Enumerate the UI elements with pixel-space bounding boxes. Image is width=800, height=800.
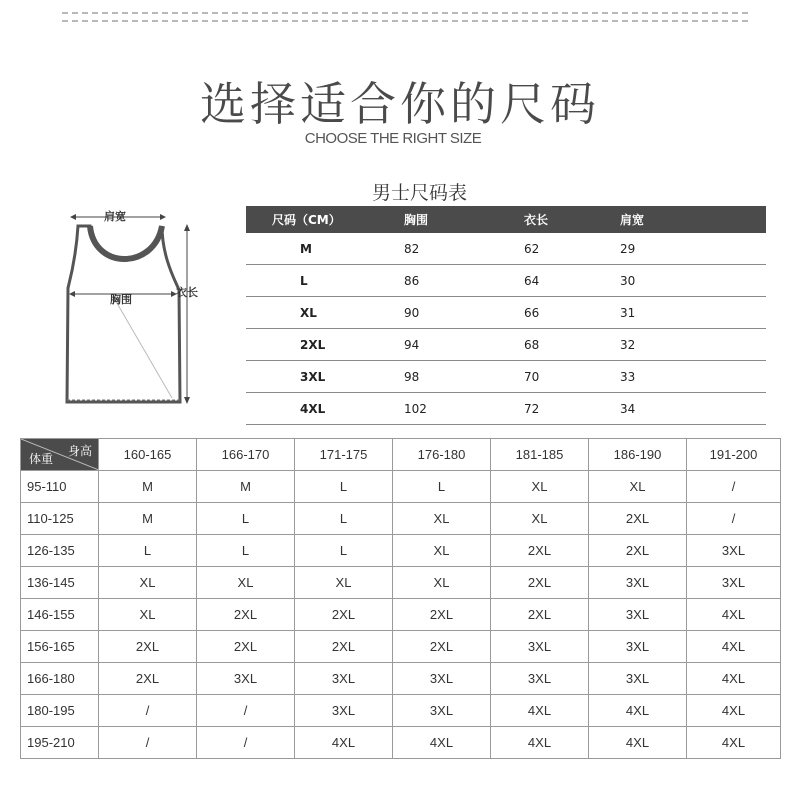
length-cell: 72 — [524, 401, 540, 416]
table-row — [246, 297, 766, 329]
size-cell: 3XL — [589, 567, 687, 599]
size-cell: XL — [295, 567, 393, 599]
tank-top-diagram — [52, 198, 212, 414]
table-row — [246, 393, 766, 425]
table-row — [21, 503, 781, 535]
size-cell: 2XL — [99, 663, 197, 695]
table-row — [21, 631, 781, 663]
size-cell: 2XL — [99, 631, 197, 663]
length-cell: 68 — [524, 337, 540, 352]
length-cell: 62 — [524, 241, 540, 256]
shoulder-cell: 34 — [620, 401, 636, 416]
chest-cell: 86 — [404, 273, 420, 288]
size-cell: 3XL — [393, 663, 491, 695]
size-cell: 4XL — [589, 727, 687, 759]
size-cell: 2XL — [491, 535, 589, 567]
length-cell: 70 — [524, 369, 540, 384]
size-cell: 4XL — [687, 631, 781, 663]
size-cell: XL — [300, 305, 317, 320]
shoulder-cell: 31 — [620, 305, 636, 320]
size-table — [246, 206, 766, 425]
size-cell: 2XL — [589, 503, 687, 535]
size-cell: 3XL — [589, 663, 687, 695]
size-cell: 3XL — [393, 695, 491, 727]
size-cell: / — [687, 471, 781, 503]
table-row — [21, 695, 781, 727]
size-cell: 2XL — [295, 631, 393, 663]
header-shoulder: 肩宽 — [620, 213, 645, 227]
size-cell: L — [295, 535, 393, 567]
size-cell: XL — [99, 599, 197, 631]
size-cell: 4XL — [300, 401, 326, 416]
weight-range-cell: 156-165 — [21, 631, 99, 663]
table-row — [246, 265, 766, 297]
height-range-header: 191-200 — [687, 439, 781, 471]
size-table-title: 男士尺码表 — [372, 182, 468, 204]
chest-cell: 82 — [404, 241, 420, 256]
shoulder-width-label: 肩宽 — [104, 210, 126, 223]
shoulder-cell: 29 — [620, 241, 636, 256]
size-cell: 2XL — [491, 599, 589, 631]
length-cell: 64 — [524, 273, 540, 288]
weight-range-cell: 126-135 — [21, 535, 99, 567]
size-cell: 3XL — [491, 663, 589, 695]
tank-top-icon — [52, 198, 212, 410]
chest-cell: 98 — [404, 369, 420, 384]
size-cell: M — [99, 471, 197, 503]
size-cell: XL — [491, 503, 589, 535]
size-cell: M — [99, 503, 197, 535]
header-size: 尺码（CM） — [272, 213, 341, 227]
size-cell: 3XL — [295, 663, 393, 695]
size-cell: 4XL — [393, 727, 491, 759]
size-cell: 2XL — [197, 599, 295, 631]
shoulder-cell: 30 — [620, 273, 636, 288]
height-range-header: 171-175 — [295, 439, 393, 471]
size-cell: 2XL — [393, 599, 491, 631]
size-cell: 2XL — [393, 631, 491, 663]
fit-table-header-row — [21, 439, 781, 471]
size-cell: 4XL — [295, 727, 393, 759]
size-cell: M — [300, 241, 312, 256]
size-cell: XL — [393, 535, 491, 567]
size-cell: XL — [99, 567, 197, 599]
height-range-header: 176-180 — [393, 439, 491, 471]
size-cell: 3XL — [197, 663, 295, 695]
size-cell: 2XL — [491, 567, 589, 599]
chest-label: 胸围 — [110, 293, 132, 306]
table-row — [21, 663, 781, 695]
table-row — [21, 471, 781, 503]
weight-range-cell: 166-180 — [21, 663, 99, 695]
table-row — [21, 567, 781, 599]
size-cell: 4XL — [589, 695, 687, 727]
size-cell: 4XL — [687, 727, 781, 759]
header-length: 衣长 — [524, 213, 549, 227]
top-dashed-divider-2 — [62, 20, 748, 22]
table-row — [21, 535, 781, 567]
size-table-header — [246, 206, 766, 233]
weight-range-cell: 110-125 — [21, 503, 99, 535]
size-cell: / — [99, 727, 197, 759]
size-cell: XL — [393, 503, 491, 535]
size-cell: 4XL — [491, 727, 589, 759]
table-row — [21, 599, 781, 631]
weight-range-cell: 180-195 — [21, 695, 99, 727]
fit-table-corner — [21, 439, 99, 471]
page-subtitle: CHOOSE THE RIGHT SIZE — [304, 130, 482, 147]
length-label: 衣长 — [176, 286, 198, 299]
size-cell: L — [393, 471, 491, 503]
size-cell: 3XL — [687, 567, 781, 599]
length-cell: 66 — [524, 305, 540, 320]
size-cell: 2XL — [197, 631, 295, 663]
size-cell: 3XL — [295, 695, 393, 727]
size-cell: L — [295, 503, 393, 535]
shoulder-cell: 33 — [620, 369, 636, 384]
top-dashed-divider — [62, 12, 748, 14]
size-cell: L — [197, 535, 295, 567]
weight-range-cell: 146-155 — [21, 599, 99, 631]
size-cell: L — [295, 471, 393, 503]
header-chest: 胸围 — [404, 213, 429, 227]
table-row — [246, 329, 766, 361]
page-title: 选择适合你的尺码 — [200, 77, 600, 131]
size-cell: / — [687, 503, 781, 535]
size-cell: XL — [197, 567, 295, 599]
size-cell: XL — [491, 471, 589, 503]
weight-range-cell: 136-145 — [21, 567, 99, 599]
size-cell: / — [197, 695, 295, 727]
height-range-header: 160-165 — [99, 439, 197, 471]
shoulder-cell: 32 — [620, 337, 636, 352]
size-cell: 3XL — [687, 535, 781, 567]
table-row — [21, 727, 781, 759]
size-cell: / — [99, 695, 197, 727]
chest-cell: 94 — [404, 337, 420, 352]
table-row — [246, 233, 766, 265]
chest-cell: 102 — [404, 401, 427, 416]
size-cell: XL — [393, 567, 491, 599]
weight-range-cell: 95-110 — [21, 471, 99, 503]
size-cell: 4XL — [491, 695, 589, 727]
size-cell: L — [99, 535, 197, 567]
fit-table — [20, 438, 781, 759]
size-cell: 3XL — [589, 599, 687, 631]
size-cell: 3XL — [491, 631, 589, 663]
size-cell: 3XL — [300, 369, 326, 384]
size-cell: 4XL — [687, 695, 781, 727]
height-range-header: 186-190 — [589, 439, 687, 471]
height-range-header: 181-185 — [491, 439, 589, 471]
chest-cell: 90 — [404, 305, 420, 320]
table-row — [246, 361, 766, 393]
size-cell: 2XL — [300, 337, 326, 352]
height-range-header: 166-170 — [197, 439, 295, 471]
size-cell: XL — [589, 471, 687, 503]
weight-range-cell: 195-210 — [21, 727, 99, 759]
size-cell: L — [300, 273, 308, 288]
size-cell: 2XL — [295, 599, 393, 631]
size-cell: M — [197, 471, 295, 503]
size-cell: 4XL — [687, 663, 781, 695]
corner-height-label: 身高 — [67, 444, 92, 458]
size-cell: / — [197, 727, 295, 759]
size-cell: L — [197, 503, 295, 535]
size-cell: 2XL — [589, 535, 687, 567]
size-cell: 4XL — [687, 599, 781, 631]
size-cell: 3XL — [589, 631, 687, 663]
corner-weight-label: 体重 — [29, 452, 54, 466]
